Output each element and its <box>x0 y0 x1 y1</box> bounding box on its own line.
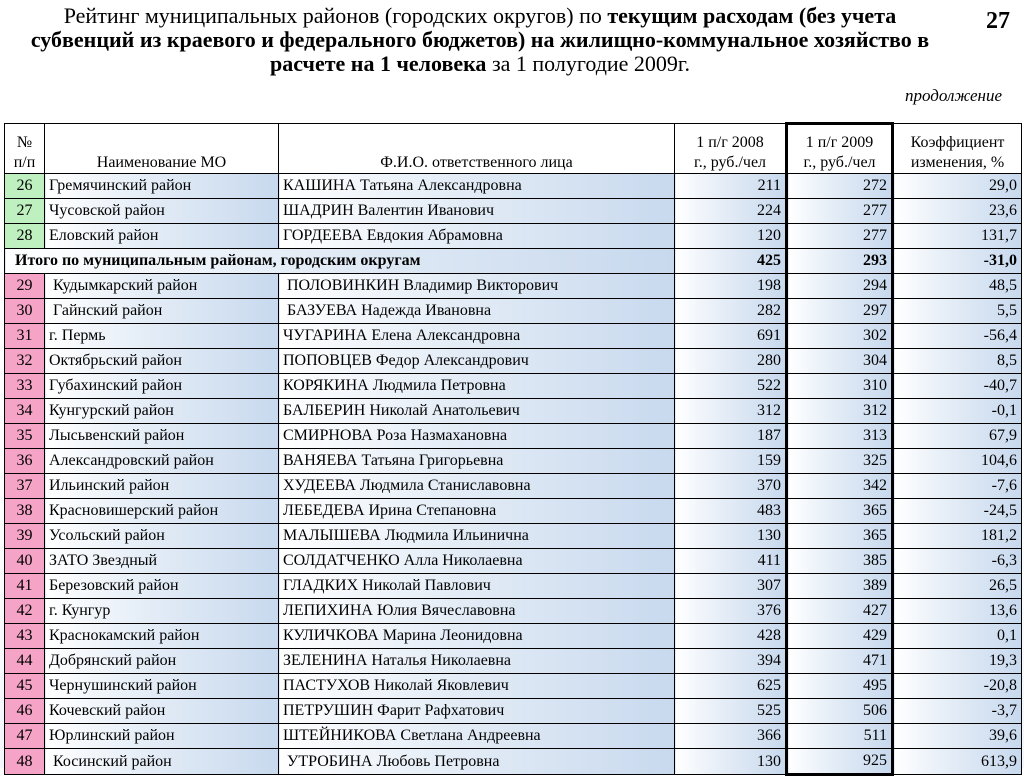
municipality-name: Кочевский район <box>45 699 279 724</box>
municipality-name: Гремячинский район <box>45 174 279 199</box>
table-row <box>5 474 1022 499</box>
municipality-name: Усольский район <box>45 524 279 549</box>
change-coefficient: -56,4 <box>893 324 1022 349</box>
responsible-person: СОЛДАТЧЕНКО Алла Николаевна <box>279 549 675 574</box>
table-header-row <box>5 124 1022 174</box>
value-2008: 224 <box>675 199 787 224</box>
row-number: 32 <box>5 349 45 374</box>
change-coefficient: -20,8 <box>893 674 1022 699</box>
value-2009: 389 <box>787 574 893 599</box>
responsible-person: ЛЕПИХИНА Юлия Вячеславовна <box>279 599 675 624</box>
value-2009: 325 <box>787 449 893 474</box>
responsible-person: МАЛЫШЕВА Людмила Ильинична <box>279 524 675 549</box>
change-coefficient: 8,5 <box>893 349 1022 374</box>
table-row <box>5 349 1022 374</box>
municipality-name: Краснокамский район <box>45 624 279 649</box>
page-number: 27 <box>986 8 1010 34</box>
change-coefficient: 181,2 <box>893 524 1022 549</box>
value-2008: 411 <box>675 549 787 574</box>
table-row <box>5 599 1022 624</box>
table-row <box>5 649 1022 674</box>
value-2009: 427 <box>787 599 893 624</box>
row-number: 30 <box>5 299 45 324</box>
row-number: 35 <box>5 424 45 449</box>
responsible-person: БАЛБЕРИН Николай Анатольевич <box>279 399 675 424</box>
change-coefficient: 48,5 <box>893 274 1022 299</box>
change-coefficient: -3,7 <box>893 699 1022 724</box>
value-2008: 130 <box>675 749 787 775</box>
table-row <box>5 549 1022 574</box>
total-value-2008: 425 <box>675 249 787 274</box>
title-text-end: за 1 полугодие 2009г. <box>486 51 690 76</box>
value-2008: 625 <box>675 674 787 699</box>
value-2008: 307 <box>675 574 787 599</box>
value-2008: 312 <box>675 399 787 424</box>
municipality-name: Красновишерский район <box>45 499 279 524</box>
responsible-person: ХУДЕЕВА Людмила Станиславовна <box>279 474 675 499</box>
value-2008: 130 <box>675 524 787 549</box>
row-number: 46 <box>5 699 45 724</box>
row-number: 37 <box>5 474 45 499</box>
value-2008: 394 <box>675 649 787 674</box>
table-row <box>5 749 1022 775</box>
responsible-person: УТРОБИНА Любовь Петровна <box>279 749 675 775</box>
value-2009: 297 <box>787 299 893 324</box>
municipality-name: Чернушинский район <box>45 674 279 699</box>
responsible-person: КУЛИЧКОВА Марина Леонидовна <box>279 624 675 649</box>
municipality-name: ЗАТО Звездный <box>45 549 279 574</box>
value-2009: 365 <box>787 499 893 524</box>
column-header-person: Ф.И.О. ответственного лица <box>279 124 675 174</box>
municipality-name: Чусовской район <box>45 199 279 224</box>
value-2009: 310 <box>787 374 893 399</box>
value-2009: 511 <box>787 724 893 749</box>
value-2008: 280 <box>675 349 787 374</box>
column-header-2008: 1 п/г 2008 г., руб./чел <box>675 124 787 174</box>
row-number: 45 <box>5 674 45 699</box>
row-number: 47 <box>5 724 45 749</box>
municipality-name: Косинский район <box>45 749 279 775</box>
change-coefficient: 26,5 <box>893 574 1022 599</box>
value-2008: 198 <box>675 274 787 299</box>
municipality-name: Кунгурский район <box>45 399 279 424</box>
responsible-person: КАШИНА Татьяна Александровна <box>279 174 675 199</box>
value-2009: 272 <box>787 174 893 199</box>
municipality-name: Губахинский район <box>45 374 279 399</box>
change-coefficient: -6,3 <box>893 549 1022 574</box>
change-coefficient: -7,6 <box>893 474 1022 499</box>
value-2009: 277 <box>787 224 893 249</box>
table-row <box>5 299 1022 324</box>
table-row <box>5 724 1022 749</box>
change-coefficient: 23,6 <box>893 199 1022 224</box>
municipality-name: Октябрьский район <box>45 349 279 374</box>
row-number: 43 <box>5 624 45 649</box>
value-2009: 304 <box>787 349 893 374</box>
responsible-person: ЗЕЛЕНИНА Наталья Николаевна <box>279 649 675 674</box>
value-2009: 471 <box>787 649 893 674</box>
change-coefficient: -40,7 <box>893 374 1022 399</box>
change-coefficient: 29,0 <box>893 174 1022 199</box>
table-row <box>5 374 1022 399</box>
change-coefficient: 613,9 <box>893 749 1022 775</box>
value-2009: 302 <box>787 324 893 349</box>
total-label: Итого по муниципальным районам, городским округам <box>5 249 675 274</box>
row-number: 28 <box>5 224 45 249</box>
responsible-person: БАЗУЕВА Надежда Ивановна <box>279 299 675 324</box>
continued-label: продолжение <box>905 86 1002 105</box>
total-row <box>5 249 1022 274</box>
table-row <box>5 524 1022 549</box>
value-2008: 211 <box>675 174 787 199</box>
table-row <box>5 574 1022 599</box>
rating-table <box>4 122 1022 776</box>
column-header-name: Наименование МО <box>45 124 279 174</box>
value-2008: 483 <box>675 499 787 524</box>
row-number: 31 <box>5 324 45 349</box>
total-value-2009: 293 <box>787 249 893 274</box>
change-coefficient: 13,6 <box>893 599 1022 624</box>
responsible-person: ВАНЯЕВА Татьяна Григорьевна <box>279 449 675 474</box>
value-2009: 385 <box>787 549 893 574</box>
change-coefficient: 5,5 <box>893 299 1022 324</box>
column-header-number: № п/п <box>5 124 45 174</box>
responsible-person: ПОПОВЦЕВ Федор Александрович <box>279 349 675 374</box>
value-2009: 429 <box>787 624 893 649</box>
change-coefficient: 104,6 <box>893 449 1022 474</box>
value-2008: 370 <box>675 474 787 499</box>
row-number: 41 <box>5 574 45 599</box>
row-number: 34 <box>5 399 45 424</box>
responsible-person: ПЕТРУШИН Фарит Рафхатович <box>279 699 675 724</box>
responsible-person: СМИРНОВА Роза Назмахановна <box>279 424 675 449</box>
row-number: 44 <box>5 649 45 674</box>
value-2008: 366 <box>675 724 787 749</box>
value-2009: 506 <box>787 699 893 724</box>
change-coefficient: -0,1 <box>893 399 1022 424</box>
municipality-name: Кудымкарский район <box>45 274 279 299</box>
document-title <box>10 4 950 76</box>
row-number: 36 <box>5 449 45 474</box>
change-coefficient: 67,9 <box>893 424 1022 449</box>
municipality-name: г. Кунгур <box>45 599 279 624</box>
value-2009: 342 <box>787 474 893 499</box>
value-2008: 691 <box>675 324 787 349</box>
table-row <box>5 674 1022 699</box>
responsible-person: КОРЯКИНА Людмила Петровна <box>279 374 675 399</box>
responsible-person: ГОРДЕЕВА Евдокия Абрамовна <box>279 224 675 249</box>
value-2008: 282 <box>675 299 787 324</box>
table-row <box>5 499 1022 524</box>
municipality-name: Гайнский район <box>45 299 279 324</box>
table-row <box>5 199 1022 224</box>
value-2009: 365 <box>787 524 893 549</box>
table-row <box>5 174 1022 199</box>
column-header-2009: 1 п/г 2009 г., руб./чел <box>787 124 893 174</box>
table-row <box>5 624 1022 649</box>
change-coefficient: -24,5 <box>893 499 1022 524</box>
title-text-bold: текущим расходам (без учета субвенций из краевого и федерального бюджетов) на жилищно-коммунальное хозяйство в расчете на 1 человека <box>30 3 930 76</box>
municipality-name: Ильинский район <box>45 474 279 499</box>
value-2008: 120 <box>675 224 787 249</box>
municipality-name: Добрянский район <box>45 649 279 674</box>
responsible-person: ГЛАДКИХ Николай Павлович <box>279 574 675 599</box>
value-2008: 159 <box>675 449 787 474</box>
responsible-person: ШАДРИН Валентин Иванович <box>279 199 675 224</box>
value-2009: 925 <box>787 749 893 775</box>
value-2008: 376 <box>675 599 787 624</box>
responsible-person: ЛЕБЕДЕВА Ирина Степановна <box>279 499 675 524</box>
value-2009: 277 <box>787 199 893 224</box>
row-number: 29 <box>5 274 45 299</box>
change-coefficient: 19,3 <box>893 649 1022 674</box>
row-number: 27 <box>5 199 45 224</box>
municipality-name: Юрлинский район <box>45 724 279 749</box>
value-2009: 313 <box>787 424 893 449</box>
responsible-person: ЧУГАРИНА Елена Александровна <box>279 324 675 349</box>
responsible-person: ПОЛОВИНКИН Владимир Викторович <box>279 274 675 299</box>
title-text-start: Рейтинг муниципальных районов (городских округов) по <box>63 3 608 28</box>
value-2009: 495 <box>787 674 893 699</box>
municipality-name: Александровский район <box>45 449 279 474</box>
row-number: 40 <box>5 549 45 574</box>
row-number: 33 <box>5 374 45 399</box>
column-header-coefficient: Коэффициент изменения, % <box>893 124 1022 174</box>
value-2008: 522 <box>675 374 787 399</box>
total-change-coefficient: -31,0 <box>893 249 1022 274</box>
municipality-name: Березовский район <box>45 574 279 599</box>
row-number: 38 <box>5 499 45 524</box>
municipality-name: г. Пермь <box>45 324 279 349</box>
municipality-name: Еловский район <box>45 224 279 249</box>
responsible-person: ШТЕЙНИКОВА Светлана Андреевна <box>279 724 675 749</box>
value-2008: 428 <box>675 624 787 649</box>
table-row <box>5 424 1022 449</box>
row-number: 39 <box>5 524 45 549</box>
table-row <box>5 224 1022 249</box>
value-2009: 312 <box>787 399 893 424</box>
change-coefficient: 0,1 <box>893 624 1022 649</box>
table-row <box>5 274 1022 299</box>
row-number: 26 <box>5 174 45 199</box>
row-number: 42 <box>5 599 45 624</box>
responsible-person: ПАСТУХОВ Николай Яковлевич <box>279 674 675 699</box>
change-coefficient: 131,7 <box>893 224 1022 249</box>
table-row <box>5 399 1022 424</box>
row-number: 48 <box>5 749 45 775</box>
municipality-name: Лысьвенский район <box>45 424 279 449</box>
value-2008: 187 <box>675 424 787 449</box>
value-2008: 525 <box>675 699 787 724</box>
change-coefficient: 39,6 <box>893 724 1022 749</box>
table-row <box>5 324 1022 349</box>
value-2009: 294 <box>787 274 893 299</box>
table-row <box>5 699 1022 724</box>
table-row <box>5 449 1022 474</box>
